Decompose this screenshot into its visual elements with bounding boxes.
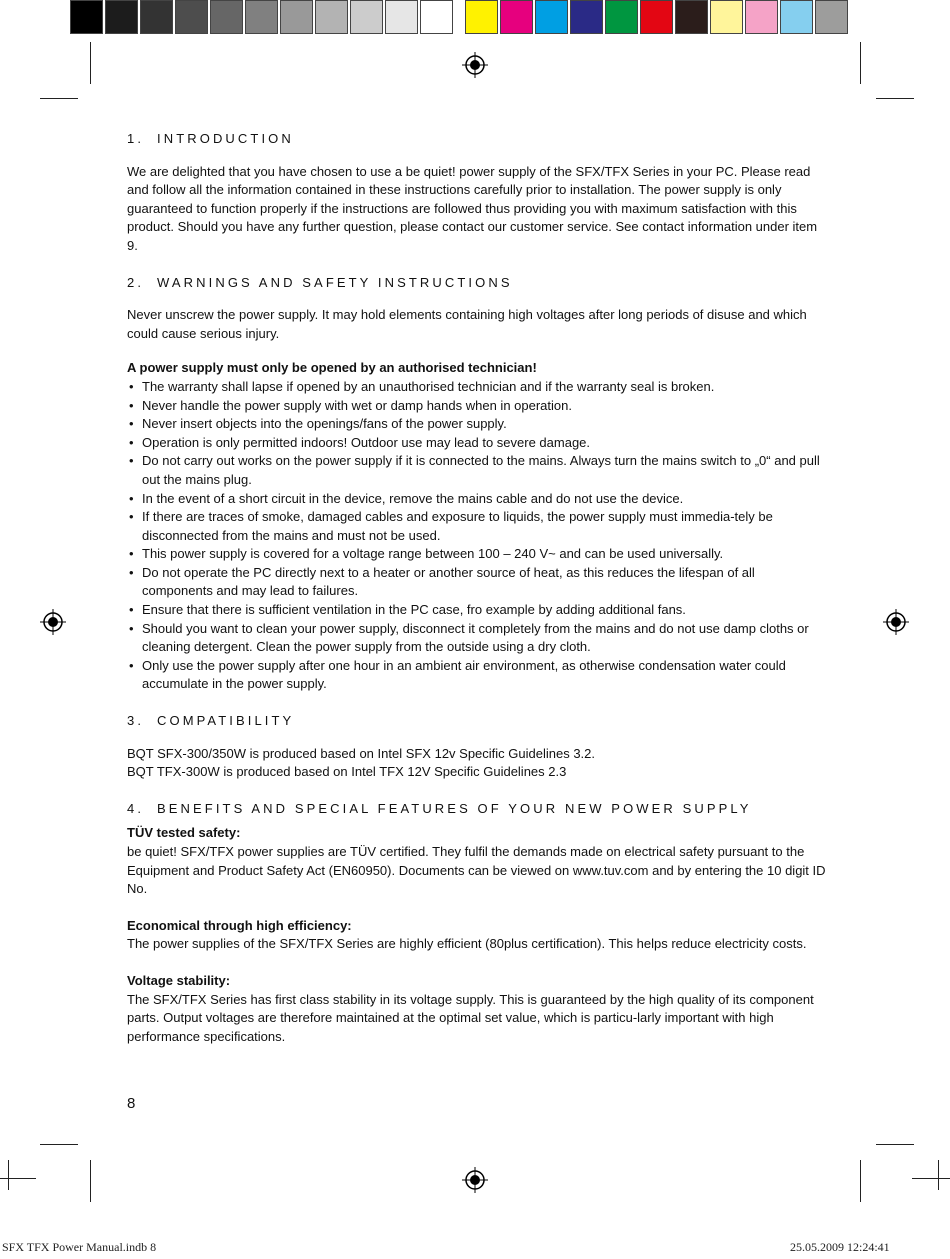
color-swatch <box>175 0 208 34</box>
crop-mark <box>90 1160 91 1202</box>
section-number: 1. <box>127 131 145 146</box>
crop-mark <box>40 98 78 99</box>
section-title: INTRODUCTION <box>157 131 294 146</box>
color-swatch <box>675 0 708 34</box>
list-item: • Operation is only permitted indoors! Outdoor use may lead to severe damage. <box>127 434 827 453</box>
color-swatch <box>420 0 453 34</box>
color-swatch <box>605 0 638 34</box>
paragraph: We are delighted that you have chosen to use a be quiet! power supply of the SFX/TFX Series in your PC. Please read and follow all the information contained in these instructions carefully prior to installation. The power supply is only guaranteed to function properly if the instructions are followed thus providing you with maximum satisfaction with this product. Should you have any further question, please contact our customer service. See contact information under item 9. <box>127 163 818 253</box>
crop-mark <box>90 42 91 84</box>
section-title: WARNINGS AND SAFETY INSTRUCTIONS <box>157 274 513 290</box>
compatibility-line: BQT TFX-300W is produced based on Intel TFX 12V Specific Guidelines 2.3 <box>127 764 567 780</box>
color-swatch <box>535 0 568 34</box>
slug-timestamp: 25.05.2009 12:24:41 <box>790 1240 890 1254</box>
color-swatch <box>465 0 498 34</box>
section-compatibility <box>127 712 827 782</box>
paragraph: Never unscrew the power supply. It may hold elements containing high voltages after long periods of disuse and which could cause serious injury. <box>127 307 807 341</box>
compatibility-line: BQT SFX-300/350W is produced based on Intel SFX 12v Specific Guidelines 3.2. <box>127 745 596 761</box>
crop-mark <box>860 1160 861 1202</box>
safety-list <box>127 378 827 694</box>
feature-text: The SFX/TFX Series has first class stability in its voltage supply. This is guaranteed by the high quality of its component parts. Output voltages are therefore maintained at the optimal set value, which is particu-larly important with high performance specifications. <box>127 991 814 1044</box>
registration-mark-icon <box>40 609 66 635</box>
section-heading <box>127 130 827 149</box>
color-swatch <box>315 0 348 34</box>
color-swatch <box>815 0 848 34</box>
crop-mark <box>876 1144 914 1145</box>
list-item: • Should you want to clean your power supply, disconnect it completely from the mains and do not use damp cloths or cleaning detergent. Clean the power supply from the outside using a dry cloth. <box>127 620 827 657</box>
color-swatch <box>570 0 603 34</box>
feature-title: Economical through high efficiency: <box>127 917 352 933</box>
section-number: 4. <box>127 800 145 816</box>
crop-mark <box>40 1144 78 1145</box>
manual-page-content <box>127 130 827 1064</box>
section-heading <box>127 800 827 819</box>
color-swatch <box>780 0 813 34</box>
list-item: • Never handle the power supply with wet or damp hands when in operation. <box>127 397 827 416</box>
section-number: 3. <box>127 713 145 729</box>
list-item: • If there are traces of smoke, damaged cables and exposure to liquids, the power supply must immedia-tely be disconnected from the mains and must not be used. <box>127 508 827 545</box>
registration-mark-icon <box>462 1167 488 1193</box>
crop-mark <box>876 98 914 99</box>
section-heading <box>127 274 827 293</box>
page-number: 8 <box>127 1095 136 1112</box>
list-item: • In the event of a short circuit in the device, remove the mains cable and do not use the device. <box>127 490 827 509</box>
crop-mark <box>8 1160 9 1190</box>
list-item: • The warranty shall lapse if opened by an unauthorised technician and if the warranty seal is broken. <box>127 378 827 397</box>
color-swatch <box>640 0 673 34</box>
color-calibration-bar <box>70 0 850 38</box>
color-swatch <box>210 0 243 34</box>
color-swatch <box>745 0 778 34</box>
color-swatch <box>500 0 533 34</box>
registration-mark-icon <box>462 52 488 78</box>
color-swatch <box>140 0 173 34</box>
section-number: 2. <box>127 274 145 290</box>
warning-heading: A power supply must only be opened by an authorised technician! <box>127 360 537 376</box>
section-title: BENEFITS AND SPECIAL FEATURES OF YOUR NEW POWER SUPPLY <box>157 800 752 816</box>
feature-title: TÜV tested safety: <box>127 825 241 841</box>
color-swatch <box>385 0 418 34</box>
section-benefits <box>127 800 827 1047</box>
section-introduction <box>127 130 827 256</box>
slug-filename: SFX TFX Power Manual.indb 8 <box>2 1240 157 1254</box>
feature-text: The power supplies of the SFX/TFX Series are highly efficient (80plus certification). This helps reduce electricity costs. <box>127 936 807 952</box>
color-swatch <box>710 0 743 34</box>
crop-mark <box>860 42 861 84</box>
section-heading <box>127 712 827 731</box>
registration-mark-icon <box>883 609 909 635</box>
section-title: COMPATIBILITY <box>157 713 295 729</box>
feature-block <box>127 917 827 954</box>
swatch-gap <box>455 0 465 38</box>
crop-mark <box>938 1160 939 1190</box>
list-item: • Only use the power supply after one hour in an ambient air environment, as otherwise condensation water could accumulate in the power supply. <box>127 657 827 694</box>
color-swatch <box>70 0 103 34</box>
list-item: • Do not operate the PC directly next to a heater or another source of heat, as this reduces the lifespan of all components and may lead to failures. <box>127 564 827 601</box>
list-item: • Ensure that there is sufficient ventilation in the PC case, fro example by adding additional fans. <box>127 601 827 620</box>
color-swatch <box>245 0 278 34</box>
feature-text: be quiet! SFX/TFX power supplies are TÜV certified. They fulfil the demands made on electrical safety pursuant to the Equipment and Product Safety Act (EN60950). Documents can be viewed on www.tuv.com and by entering the 10 digit ID No. <box>127 844 826 897</box>
list-item: • Do not carry out works on the power supply if it is connected to the mains. Always turn the mains switch to „0“ and pull out the mains plug. <box>127 452 827 489</box>
list-item: • Never insert objects into the openings/fans of the power supply. <box>127 415 827 434</box>
section-warnings <box>127 274 827 694</box>
color-swatch <box>280 0 313 34</box>
crop-mark <box>912 1178 950 1179</box>
feature-title: Voltage stability: <box>127 972 231 988</box>
feature-block <box>127 824 827 898</box>
color-swatch <box>105 0 138 34</box>
feature-block <box>127 972 827 1046</box>
list-item: • This power supply is covered for a voltage range between 100 – 240 V~ and can be used universally. <box>127 545 827 564</box>
crop-mark <box>0 1178 36 1179</box>
color-swatch <box>350 0 383 34</box>
